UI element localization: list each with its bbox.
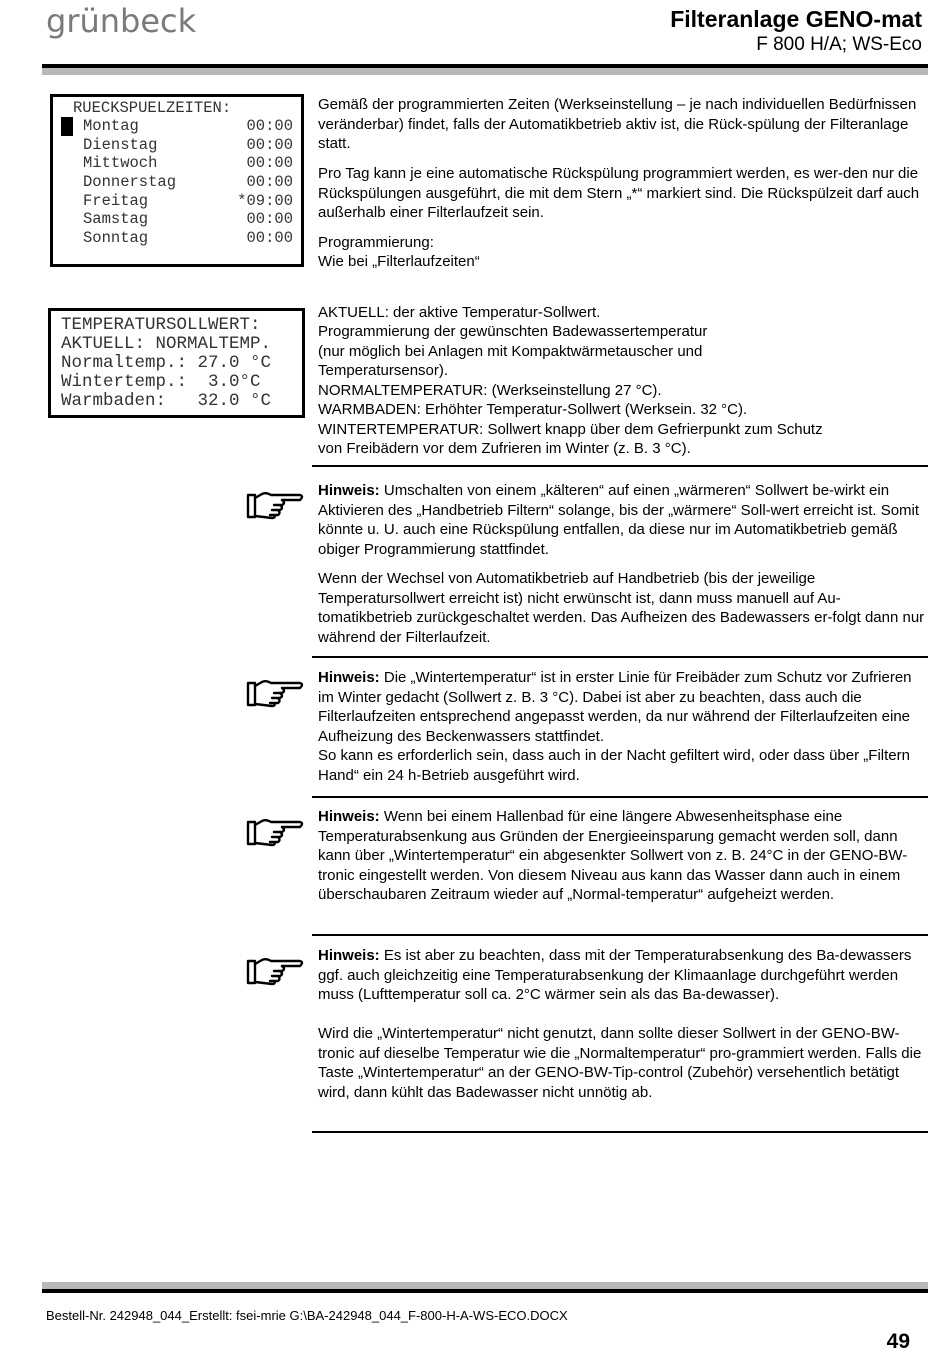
note-paragraph: Wird die „Wintertemperatur“ nicht genutzt, dann sollte dieser Sollwert in der GENO-BW-tronic auf dieselbe Temperatur wie die „Normaltemperatur“ pro-grammiert werden. Falls die Taste „Wintertemperatur“ an der GENO-BW-Tip-control (Zubehör) versehentlich betätigt wird, dann kühlt das Badewasser nicht unnötig ab. xyxy=(318,1025,922,1101)
note-paragraph: Wenn der Wechsel von Automatikbetrieb auf Handbetrieb (bis der jeweilige Temperatursollwert erreicht ist) nicht erwünscht ist, dann muss manuell auf Au-tomatikbetrieb zurückgeschaltet werden. Das Aufheizen des Badewassers er-folgt dann nur während der Filterlaufzeit. xyxy=(318,570,925,646)
lcd-line: Warmbaden: 32.0 °C xyxy=(61,391,272,411)
pointing-hand-icon xyxy=(246,677,306,709)
lcd-day: Mittwoch xyxy=(83,154,158,172)
section-divider xyxy=(312,656,928,658)
lcd-cursor xyxy=(61,117,73,136)
note-text: Es ist aber zu beachten, dass mit der Temperaturabsenkung des Ba-dewassers ggf. auch gleichzeitig eine Temperaturabsenkung der Klimaanlage durchgeführt werden muss (Lufttemperatur soll ca. 2°C wärmer sein als das Ba-dewasser). xyxy=(318,947,912,1004)
note-text: Die „Wintertemperatur“ ist in erster Linie für Freibäder zum Schutz vor Zufrieren im Winter gedacht (Sollwert z. B. 3 °C). Dabei ist aber zu beachten, dass auch die Filterlaufzeiten entsprechend angepasst werden, da nur während der Filterlaufzeiten eine Aufheizung des Beckenwassers stattfindet. xyxy=(318,669,912,745)
lcd-backwash-display xyxy=(50,94,304,267)
lcd-day: Sonntag xyxy=(83,229,149,247)
footer-rule-dark xyxy=(42,1289,928,1293)
lcd-line: Wintertemp.: 3.0°C xyxy=(61,372,261,392)
lcd-line: AKTUELL: NORMALTEMP. xyxy=(61,334,272,354)
programming-heading: Programmierung: xyxy=(318,234,434,251)
note-text: Umschalten von einem „kälteren“ auf einen „wärmeren“ Sollwert be-wirkt ein Aktivieren des „Handbetrieb Filtern“ solange, bis der „wärmere“ Soll-wert erreicht ist. Somit könnte u. U. auch eine Rückspülung entfallen, da diese nur im Automatikbetrieb gemäß obiger Programmierung stattfindet. xyxy=(318,482,920,558)
section-divider xyxy=(312,796,928,798)
note-label: Hinweis: xyxy=(318,482,380,499)
lcd-day: Montag xyxy=(83,117,139,135)
lcd-row xyxy=(83,136,293,154)
note-paragraph xyxy=(318,807,928,905)
temp-line: von Freibädern vor dem Zufrieren im Winter (z. B. 3 °C). xyxy=(318,440,691,457)
pointing-hand-icon xyxy=(246,955,306,987)
lcd-row xyxy=(83,173,293,191)
lcd-time: 00:00 xyxy=(246,173,293,191)
lcd-time: 00:00 xyxy=(246,117,293,135)
note-paragraph xyxy=(318,668,928,746)
note-paragraph xyxy=(318,481,928,559)
section-divider xyxy=(312,1131,928,1133)
lcd-time: 00:00 xyxy=(246,210,293,228)
note-label: Hinweis: xyxy=(318,669,380,686)
footer-rule-grey xyxy=(42,1282,928,1289)
page-number: 49 xyxy=(886,1330,910,1353)
lcd-backwash-title: RUECKSPUELZEITEN: xyxy=(73,99,232,117)
temp-line: (nur möglich bei Anlagen mit Kompaktwärmetauscher und xyxy=(318,343,703,360)
temp-line: Temperatursensor). xyxy=(318,362,449,379)
lcd-row xyxy=(83,192,293,210)
lcd-line: TEMPERATURSOLLWERT: xyxy=(61,315,261,335)
brand-logo: grünbeck xyxy=(46,2,197,40)
note-label: Hinweis: xyxy=(318,947,380,964)
lcd-time: 00:00 xyxy=(246,229,293,247)
document-title: Filteranlage GENO-mat xyxy=(670,6,922,32)
temp-line: WINTERTEMPERATUR: Sollwert knapp über dem Gefrierpunkt zum Schutz xyxy=(318,421,823,438)
lcd-day: Freitag xyxy=(83,192,149,210)
lcd-time: *09:00 xyxy=(237,192,293,210)
backwash-paragraph: Gemäß der programmierten Zeiten (Werkseinstellung – je nach individuellen Bedürfnissen veränderbar) findet, falls der Automatikbetrieb aktiv ist, die Rück-spülung der Filteranlage statt. xyxy=(318,96,917,153)
backwash-paragraph: Pro Tag kann je eine automatische Rückspülung programmiert werden, es wer-den nur die Rückspülungen ausgeführt, die mit dem Stern „*“ markiert sind. Die Rückspülzeit darf auch außerhalb einer Filterlaufzeit sein. xyxy=(318,165,920,222)
note-paragraph: So kann es erforderlich sein, dass auch in der Nacht gefiltert wird, oder dass über „Filtern Hand“ ein 24 h-Betrieb ausgeführt wird. xyxy=(318,747,910,784)
lcd-row xyxy=(83,229,293,247)
lcd-temperature-display xyxy=(48,308,305,418)
note-text: Wenn bei einem Hallenbad für eine längere Abwesenheitsphase eine Temperaturabsenkung aus Gründen der Energieeinsparung gemacht werden soll, dann kann über „Wintertemperatur“ ein abgesenkter Sollwert von z. B. 24°C in der GENO-BW-tronic eingestellt werden. Von diesem Niveau aus kann das Wasser dann auch in einem überschaubaren Zeitraum wieder auf „Normal-temperatur“ aufgeheizt werden. xyxy=(318,808,908,904)
note-label: Hinweis: xyxy=(318,808,380,825)
lcd-row xyxy=(83,117,293,135)
section-divider xyxy=(312,934,928,936)
lcd-day: Samstag xyxy=(83,210,149,228)
lcd-row xyxy=(83,210,293,228)
temp-line: AKTUELL: der aktive Temperatur-Sollwert. xyxy=(318,304,601,321)
lcd-day: Donnerstag xyxy=(83,173,177,191)
lcd-day: Dienstag xyxy=(83,136,158,154)
programming-reference: Wie bei „Filterlaufzeiten“ xyxy=(318,253,480,270)
document-subtitle: F 800 H/A; WS-Eco xyxy=(756,34,922,55)
lcd-time: 00:00 xyxy=(246,154,293,172)
lcd-row xyxy=(83,154,293,172)
temp-line: NORMALTEMPERATUR: (Werkseinstellung 27 °C). xyxy=(318,382,662,399)
section-divider xyxy=(312,465,928,467)
pointing-hand-icon xyxy=(246,816,306,848)
temp-line: Programmierung der gewünschten Badewassertemperatur xyxy=(318,323,708,340)
footer-document-reference: Bestell-Nr. 242948_044_Erstellt: fsei-mrie G:\BA-242948_044_F-800-H-A-WS-ECO.DOCX xyxy=(46,1308,568,1323)
pointing-hand-icon xyxy=(246,489,306,521)
lcd-line: Normaltemp.: 27.0 °C xyxy=(61,353,272,373)
temp-line: WARMBADEN: Erhöhter Temperatur-Sollwert (Werksein. 32 °C). xyxy=(318,401,748,418)
note-paragraph xyxy=(318,946,928,1005)
lcd-time: 00:00 xyxy=(246,136,293,154)
header-rule-grey xyxy=(42,68,928,75)
